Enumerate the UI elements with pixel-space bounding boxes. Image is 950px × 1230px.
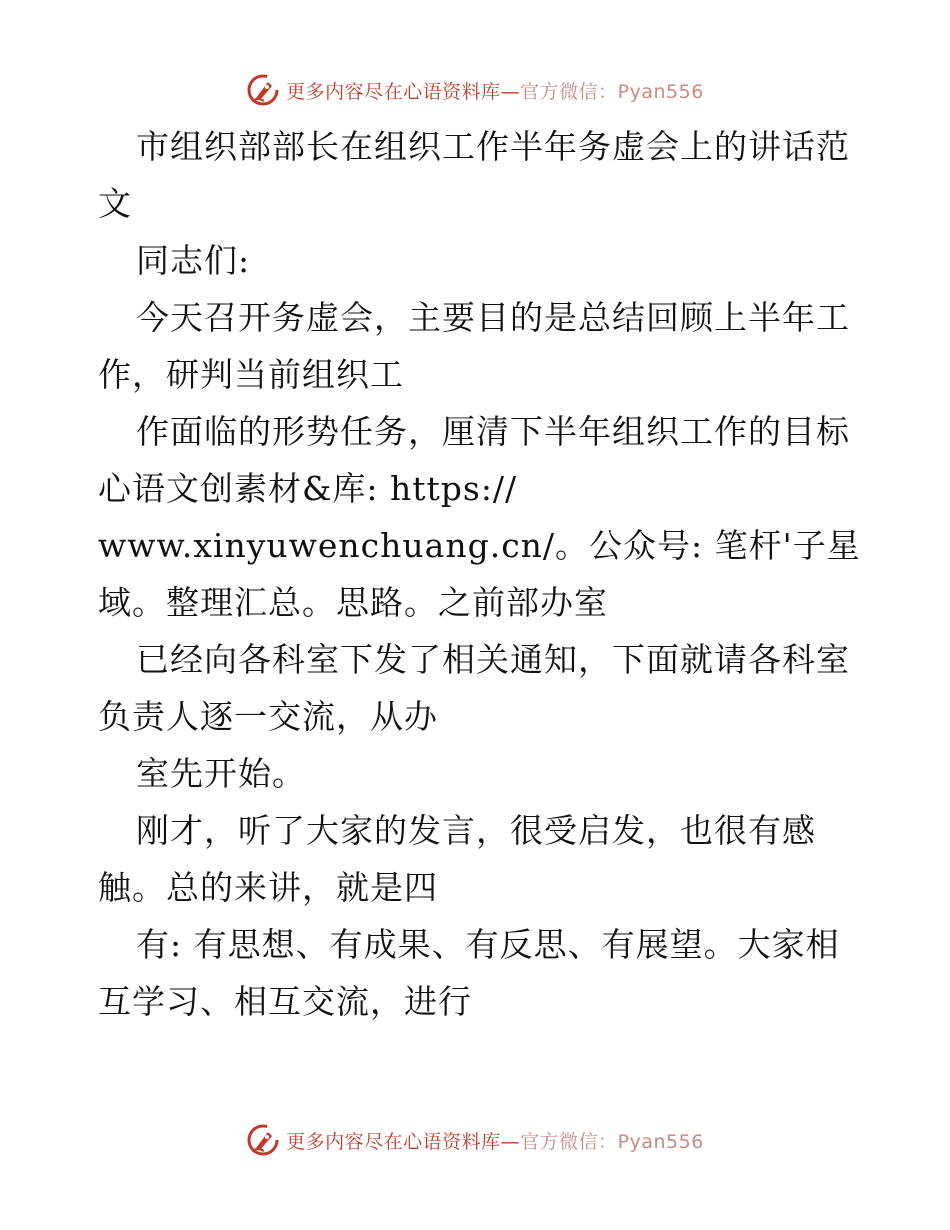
doc-line: 已经向各科室下发了相关通知，下面就请各科室 [136, 640, 850, 679]
header-banner-wechat: 官方微信：Pyan556 [520, 80, 704, 103]
footer-banner-wechat: 官方微信：Pyan556 [520, 1130, 704, 1153]
doc-line: 互学习、相互交流，进行 [98, 982, 472, 1021]
footer-banner-title: 更多内容尽在心语资料库— [286, 1130, 521, 1153]
doc-line: 同志们: [136, 241, 251, 280]
doc-line: 触。总的来讲，就是四 [98, 868, 438, 907]
doc-line: 心语文创素材&库: https:// [98, 469, 518, 508]
doc-line: www.xinyuwenchuang.cn/。公众号: 笔杆'子星 [98, 526, 861, 565]
doc-line: 域。整理汇总。思路。之前部办室 [98, 583, 608, 622]
doc-line: 作，研判当前组织工 [98, 355, 404, 394]
doc-line: 文 [98, 184, 132, 223]
pen-nib-logo-icon [246, 73, 280, 107]
doc-line: 市组织部部长在组织工作半年务虚会上的讲话范 [136, 127, 850, 166]
header-banner [0, 70, 950, 110]
doc-line: 室先开始。 [136, 754, 306, 793]
doc-line: 有: 有思想、有成果、有反思、有展望。大家相 [136, 925, 840, 964]
doc-line: 今天召开务虚会，主要目的是总结回顾上半年工 [136, 298, 850, 337]
footer-banner-text [286, 1127, 704, 1154]
pen-nib-logo-icon [246, 1123, 280, 1157]
doc-line: 刚才，听了大家的发言，很受启发，也很有感 [136, 811, 816, 850]
header-banner-title: 更多内容尽在心语资料库— [286, 80, 521, 103]
footer-banner [0, 1120, 950, 1160]
header-banner-text [286, 77, 704, 104]
doc-line: 负责人逐一交流，从办 [98, 697, 438, 736]
document-body [98, 118, 861, 1030]
doc-line: 作面临的形势任务，厘清下半年组织工作的目标 [136, 412, 850, 451]
